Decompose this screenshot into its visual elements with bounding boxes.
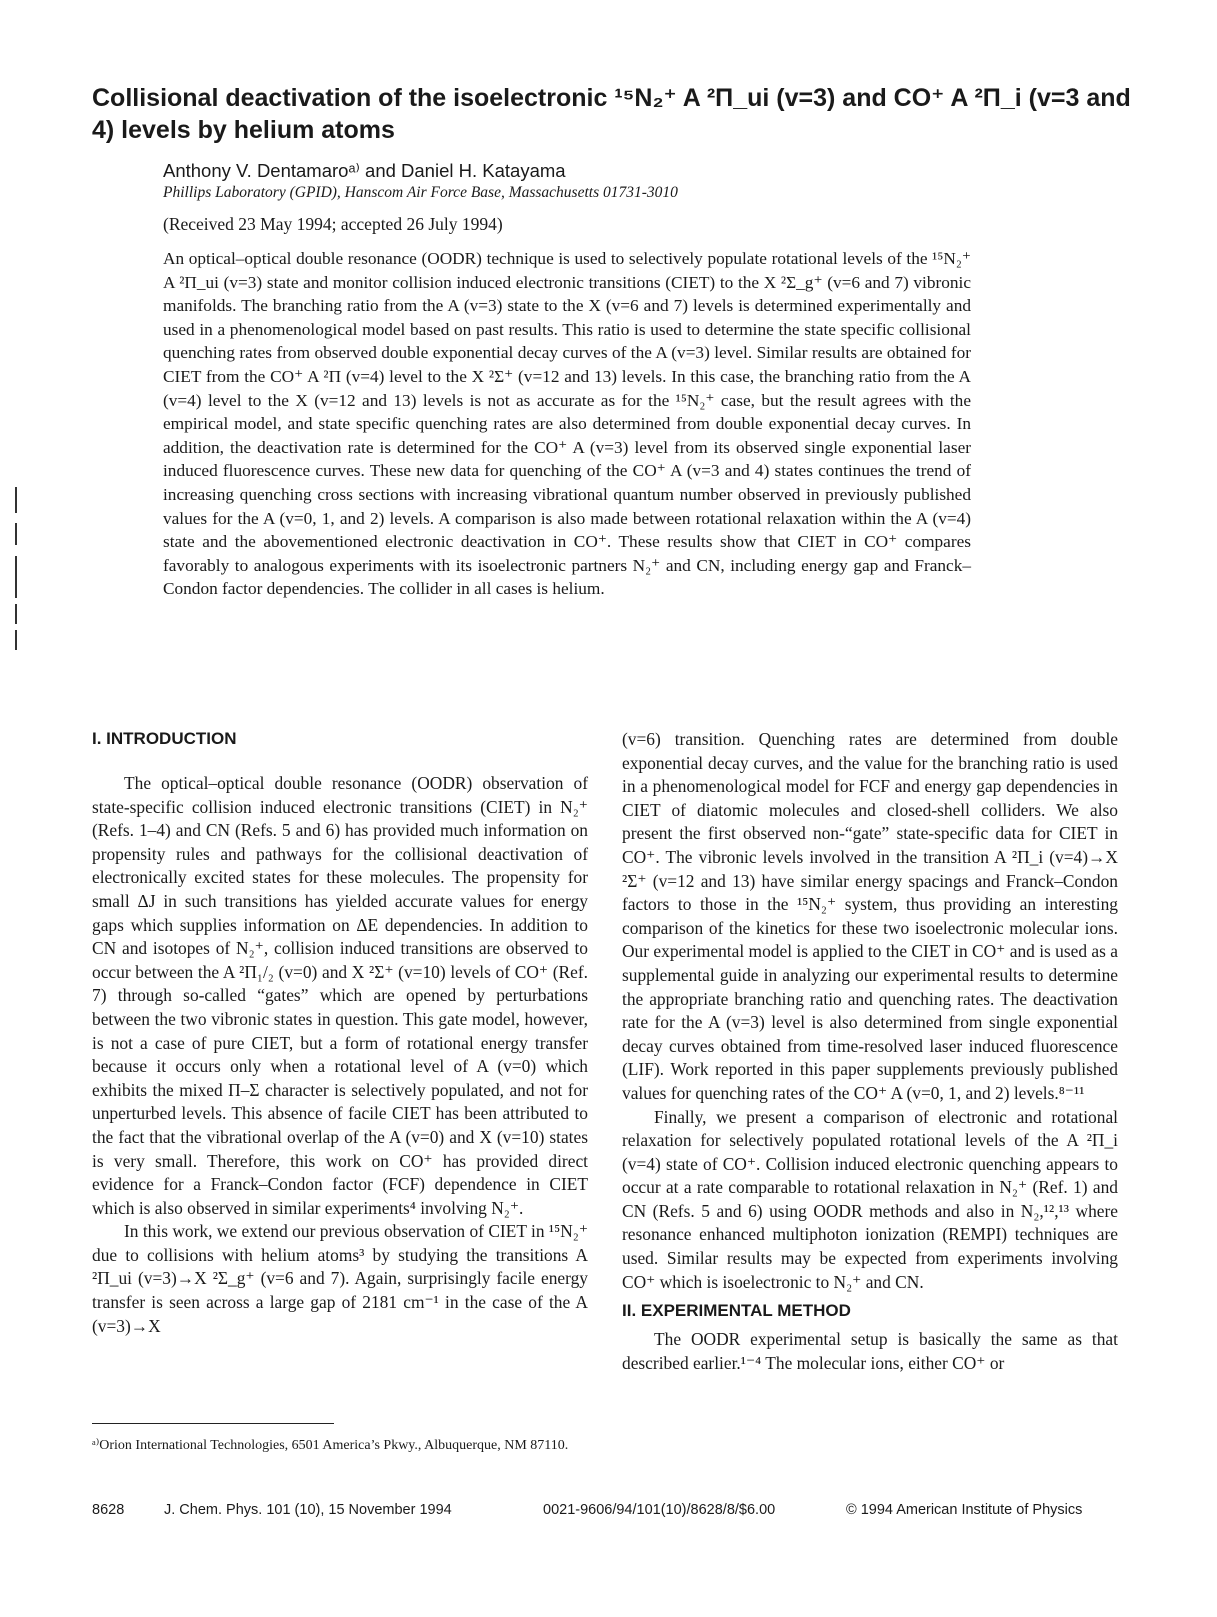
right-column: [622, 728, 1118, 1375]
footnote: ᵃ⁾Orion International Technologies, 6501 America’s Pkwy., Albuquerque, NM 87110.: [92, 1438, 569, 1453]
affiliation: Phillips Laboratory (GPID), Hanscom Air Force Base, Massachusetts 01731-3010: [163, 184, 678, 201]
received-dates: (Received 23 May 1994; accepted 26 July 1994): [163, 214, 503, 234]
body-paragraph: Finally, we present a comparison of electronic and rotational relaxation for selectively populated rotational levels of the A ²Π_i (v=4) state of CO⁺. Collision induced electronic quenching appears to occur at a rate comparable to rotational relaxation in N₂⁺ (Ref. 1) and CN (Refs. 5 and 6) using OODR methods and also in N₂,¹²,¹³ where resonance enhanced multiphoton ionization (REMPI) techniques are used. Similar results may be expected from experiments involving CO⁺ which is isoelectronic to N₂⁺ and CN.: [622, 1106, 1118, 1292]
page-number: 8628: [92, 1502, 125, 1518]
body-paragraph: The OODR experimental setup is basically the same as that described earlier.¹⁻⁴ The molecular ions, either CO⁺ or: [622, 1329, 1118, 1373]
body-paragraph: The optical–optical double resonance (OODR) observation of state-specific collision induced electronic transitions (CIET) in N₂⁺ (Refs. 1–4) and CN (Refs. 5 and 6) has provided much information on propensity rules and pathways for the collisional deactivation of electronically excited states for these molecules. The propensity for small ΔJ in such transitions has yielded accurate values for energy gaps which supplies information on ΔE dependencies. In addition to CN and isotopes of N₂⁺, collision induced transitions are observed to occur between the A ²Π₁/₂ (v=0) and X ²Σ⁺ (v=10) levels of CO⁺ (Ref. 7) through so-called “gates” which are opened by perturbations between the two vibronic states in question. This gate model, however, is not a case of pure CIET, but a form of rotational energy transfer because it occurs only when a rotational level of A (v=0) which exhibits the mixed Π–Σ character is selectively populated, and not for unperturbed levels. This absence of facile CIET has been attributed to the fact that the vibrational overlap of the A (v=0) and X (v=10) states is very small. Therefore, this work on CO⁺ has provided direct evidence for a Franck–Condon factor (FCF) dependence in CIET which is also observed in similar experiments⁴ involving N₂⁺.: [92, 773, 588, 1218]
section-heading-introduction: I. INTRODUCTION: [92, 729, 237, 748]
paper-title: Collisional deactivation of the isoelectronic ¹⁵N₂⁺ A ²Π_ui (v=3) and CO⁺ A ²Π_i (v=3 and 4) levels by helium atoms: [92, 84, 1131, 144]
margin-change-bar: [15, 604, 17, 624]
abstract: An optical–optical double resonance (OODR) technique is used to selectively populate rotational levels of the ¹⁵N₂⁺ A ²Π_ui (v=3) state and monitor collision induced electronic transitions (CIET) to the X ²Σ_g⁺ (v=6 and 7) vibronic manifolds. The branching ratio from the A (v=3) state to the X (v=6 and 7) levels is determined experimentally and used in a phenomenological model based on past results. This ratio is used to determine the state specific collisional quenching rates from observed double exponential decay curves of the A (v=3) level. Similar results are obtained for CIET from the CO⁺ A ²Π (v=4) level to the X ²Σ⁺ (v=12 and 13) levels. In this case, the branching ratio from the A (v=4) level to the X (v=12 and 13) levels is not as accurate as for the ¹⁵N₂⁺ case, but the result agrees with the empirical model, and state specific quenching rates are also determined from double exponential decay curves. In addition, the deactivation rate is determined for the CO⁺ A (v=3) level from its observed single exponential laser induced fluorescence curves. These new data for quenching of the CO⁺ A (v=3 and 4) states continues the trend of increasing quenching cross sections with increasing vibrational quantum number observed in previously published values for the A (v=0, 1, and 2) levels. A comparison is also made between rotational relaxation within the A (v=4) state and the abovementioned electronic deactivation in CO⁺. These results show that CIET in CO⁺ compares favorably to analogous experiments with its isoelectronic partners N₂⁺ and CN, including energy gap and Franck–Condon factor dependencies. The collider in all cases is helium.: [163, 249, 971, 599]
section-heading-experimental-method: II. EXPERIMENTAL METHOD: [622, 1301, 851, 1321]
authors: Anthony V. Dentamaroᵃ⁾ and Daniel H. Katayama: [163, 160, 566, 181]
copyright: © 1994 American Institute of Physics: [846, 1502, 1083, 1518]
margin-change-bar: [15, 630, 17, 650]
article-code: 0021-9606/94/101(10)/8628/8/$6.00: [543, 1502, 776, 1518]
body-paragraph: (v=6) transition. Quenching rates are determined from double exponential decay curves, and the value for the branching ratio is used in a phenomenological model for FCF and energy gap dependencies in CIET of diatomic molecules and closed-shell colliders. We also present the first observed non-“gate” state-specific data for CIET in CO⁺. The vibronic levels involved in the transition A ²Π_i (v=4)→X ²Σ⁺ (v=12 and 13) have similar energy spacings and Franck–Condon factors to those in the ¹⁵N₂⁺ system, thus providing an interesting comparison of the kinetics for these two isoelectronic molecular ions. Our experimental model is applied to the CIET in CO⁺ and is used as a supplemental guide in analyzing our experimental results to determine the appropriate branching ratio and quenching rates. The deactivation rate for the A (v=3) level is also determined from single exponential decay curves obtained from time-resolved laser induced fluorescence (LIF). Work reported in this paper supplements previously published values for quenching rates of the CO⁺ A (v=0, 1, and 2) levels.⁸⁻¹¹: [622, 729, 1118, 1103]
left-column: [92, 728, 588, 1338]
footnote-rule: [92, 1423, 334, 1424]
margin-change-bar: [15, 556, 17, 598]
margin-change-bar: [15, 487, 17, 513]
body-paragraph: In this work, we extend our previous observation of CIET in ¹⁵N₂⁺ due to collisions with helium atoms³ by studying the transitions A ²Π_ui (v=3)→X ²Σ_g⁺ (v=6 and 7). Again, surprisingly facile energy transfer is seen across a large gap of 2181 cm⁻¹ in the case of the A (v=3)→X: [92, 1221, 588, 1336]
journal-citation: J. Chem. Phys. 101 (10), 15 November 1994: [164, 1502, 452, 1518]
margin-change-bar: [15, 523, 17, 545]
